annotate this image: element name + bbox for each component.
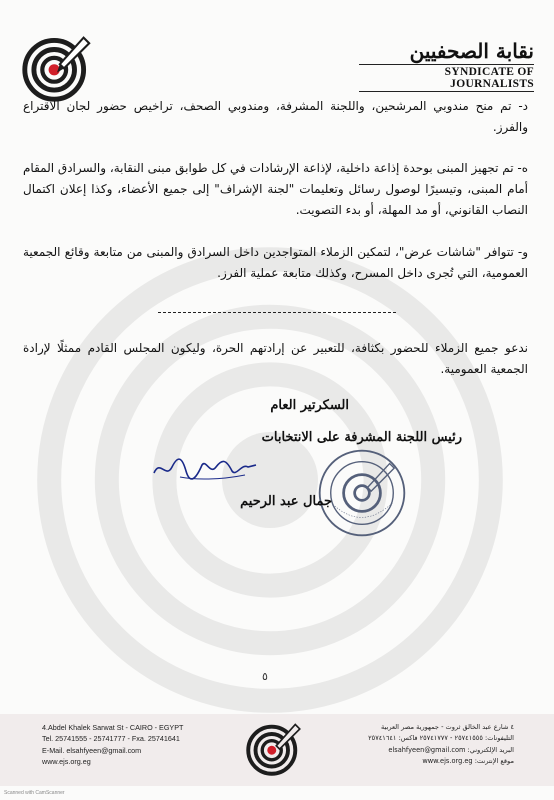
- footer-phones-en: Tel. 25741555 - 25741777 - Fxa. 25741641: [42, 734, 180, 744]
- footer-logo-icon: [246, 720, 302, 776]
- footer-contact-english: [42, 722, 183, 768]
- official-stamp: [316, 447, 408, 539]
- signer-name: جمال عبد الرحيم: [240, 494, 332, 509]
- brand-arabic: نقابة الصحفيين: [409, 39, 534, 63]
- closing-paragraph: ندعو جميع الزملاء للحضور بكثافة، للتعبير عن إرادتهم الحرة، وليكون المجلس القادم ممثلًا لإرادة الجمعية العمومية.: [23, 341, 528, 376]
- footer-address-en: 4.Abdel Khalek Sarwat St - CAIRO - EGYPT: [42, 723, 184, 732]
- letterhead-footer: [0, 714, 554, 786]
- scanner-watermark-note: Scanned with CamScanner: [4, 790, 65, 796]
- syndicate-logo-icon: [22, 32, 92, 102]
- footer-phones-ar: التليفونات: ٢٥٧٤١٥٥٥ - ٢٥٧٤١٧٧٧ فاكس: ٢٥٧٤١٦٤١: [368, 734, 514, 743]
- footer-web-ar: موقع الإنترنت: www.ejs.org.eg: [422, 757, 514, 766]
- signer-title-committee: رئيس اللجنة المشرفة على الانتخابات: [261, 430, 462, 445]
- footer-contact-arabic: [368, 722, 514, 768]
- signer-title-secretary: السكرتير العام: [270, 398, 349, 413]
- brand-english: SYNDICATE OF JOURNALISTS: [359, 64, 534, 92]
- footer-email-en: E-Mail. elsahfyeen@gmail.com: [42, 745, 142, 755]
- paragraph-h: ه- تم تجهيز المبنى بوحدة إذاعة داخلية، لإذاعة الإرشادات في كل طوابق مبنى النقابة، والسرادق المقام أمام المبنى، وتيسيرًا لوصول رسائل وتعليمات "لجنة الإشراف" إلى جميع الأعضاء، وكذا إعلان اكتمال النصاب القانوني، أو مد المهلة، أو بدء التصويت.: [23, 161, 528, 217]
- footer-address-ar: ٤ شارع عبد الخالق ثروت - جمهورية مصر العربية: [380, 723, 514, 731]
- dashed-divider: [158, 312, 396, 313]
- footer-email-ar: البريد الإلكتروني: elsahfyeen@gmail.com: [388, 745, 514, 754]
- footer-web-en: www.ejs.org.eg: [42, 757, 91, 767]
- letterhead-brand: [359, 40, 534, 92]
- handwritten-signature: [150, 453, 260, 483]
- paragraph-d: د- تم منح مندوبي المرشحين، واللجنة المشرفة، ومندوبي الصحف، تراخيص حضور لجان الاقتراع والفرز.: [23, 99, 528, 134]
- page-number: ٥: [262, 670, 268, 683]
- paragraph-w: و- تتوافر "شاشات عرض"، لتمكين الزملاء المتواجدين داخل السرادق والمبنى من متابعة وقائع الجمعية العمومية، التي تُجرى داخل المسرح، وكذلك متابعة عملية الفرز.: [23, 245, 528, 280]
